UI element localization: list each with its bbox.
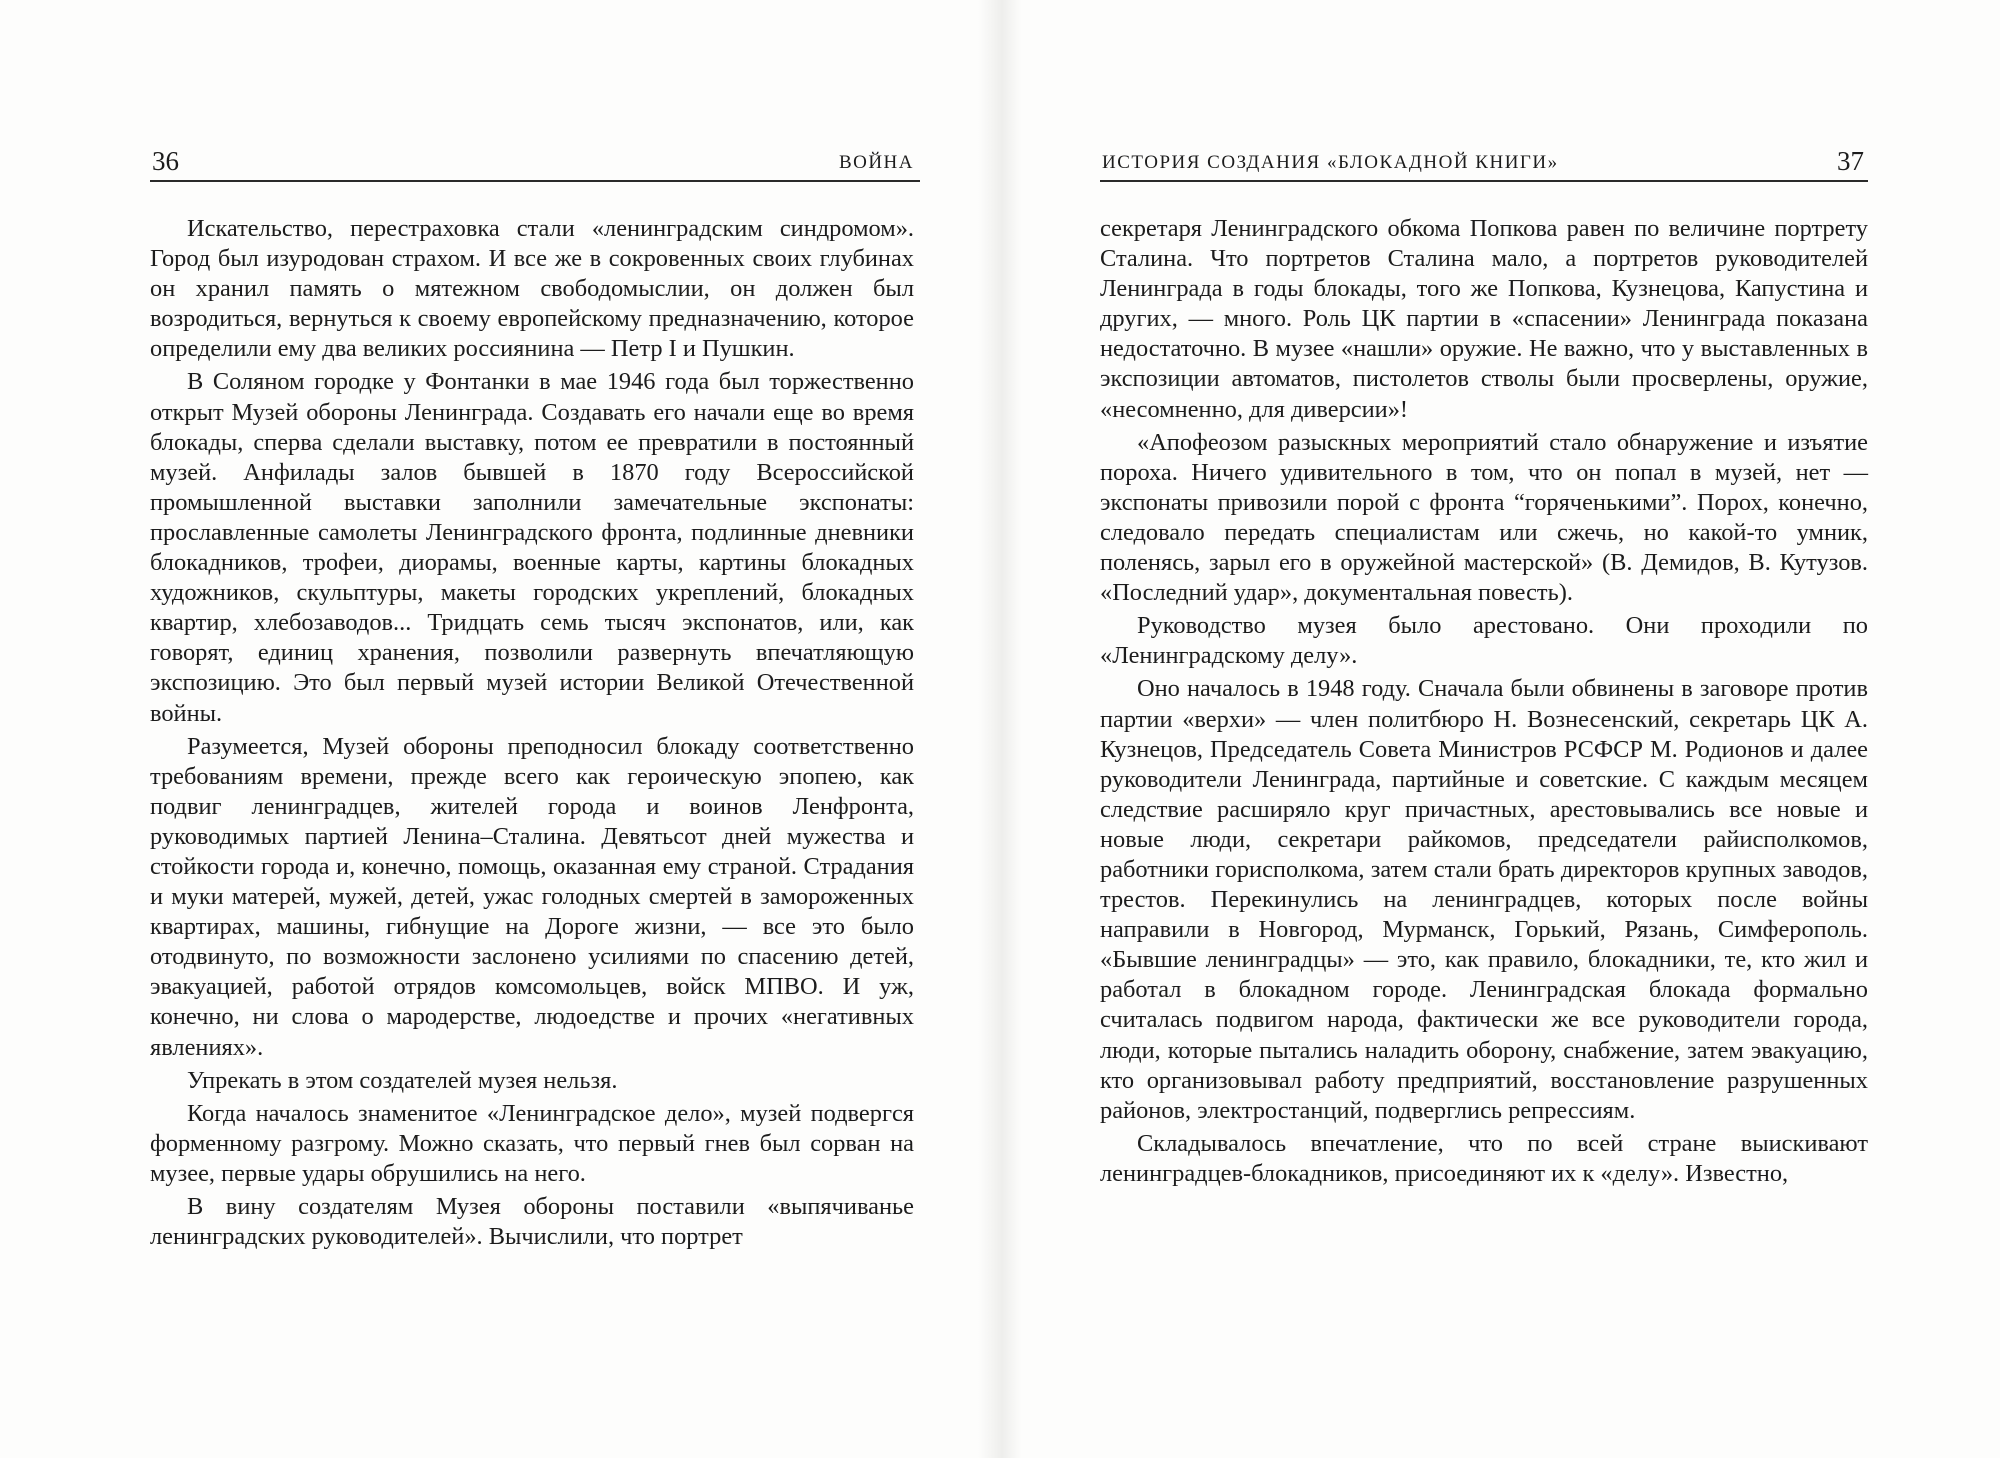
- left-page-header: [150, 140, 920, 182]
- left-page-body: [150, 214, 914, 1255]
- paragraph: Руководство музея было арестовано. Они проходили по «Ленинградскому делу».: [1100, 612, 1868, 670]
- paragraph: «Апофеозом разыскных мероприятий стало обнаружение и изъятие пороха. Ничего удивительного в том, что он попал в музей, нет — экспонаты привозили порой с фронта “горяченькими”. Порох, конечно, следовало передать специалистам или сжечь, но какой-то умник, поленясь, зарыл его в оружейной мастерской» (В. Демидов, В. Кутузов. «Последний удар», документальная повесть).: [1100, 428, 1868, 607]
- right-page-number: 37: [1837, 146, 1864, 176]
- paragraph: Разумеется, Музей обороны преподносил блокаду соответственно требованиям времени, прежде всего как героическую эпопею, как подвиг ленинградцев, жителей города и воинов Ленфронта, руководимых партией Ленина–Сталина. Девятьсот дней мужества и стойкости города и, конечно, помощь, оказанная ему страной. Страдания и муки матерей, мужей, детей, ужас голодных смертей в замороженных квартирах, машины, гибнущие на Дороге жизни, — все это было отодвинуто, по возможности заслонено усилиями по спасению детей, эвакуацией, работой отрядов комсомольцев, войск МПВО. И уж, конечно, ни слова о мародерстве, людоедстве и прочих «негативных явлениях».: [150, 732, 914, 1061]
- paragraph: Искательство, перестраховка стали «ленинградским синдромом». Город был изуродован страхом. И все же в сокровенных своих глубинах он хранил память о мятежном свободомыслии, он должен был возродиться, вернуться к своему европейскому предназначению, которое определили ему два великих россиянина — Петр I и Пушкин.: [150, 215, 914, 363]
- left-page-number: 36: [152, 146, 179, 176]
- paragraph: Упрекать в этом создателей музея нельзя.: [187, 1066, 618, 1094]
- right-page-header: [1100, 140, 1868, 182]
- right-running-title: ИСТОРИЯ СОЗДАНИЯ «БЛОКАДНОЙ КНИГИ»: [1102, 152, 1559, 173]
- left-page: [0, 0, 990, 1458]
- paragraph: В вину создателям Музея обороны поставили «выпячиванье ленинградских руководителей». Вычислили, что портрет: [150, 1193, 914, 1251]
- left-running-title: ВОЙНА: [838, 152, 914, 173]
- continued-paragraph: секретаря Ленинградского обкома Попкова равен по величине портрету Сталина. Что портретов Сталина мало, а портретов руководителей Ленинграда в годы блокады, того же Попкова, Кузнецова, Капустина и других, — много. Роль ЦК партии в «спасении» Ленинграда показана недостаточно. В музее «нашли» оружие. Не важно, что у выставленных в экспозиции автоматов, пистолетов стволы были просверлены, оружие, «несомненно, для диверсии»!: [1100, 215, 1868, 423]
- paragraph: Когда началось знаменитое «Ленинградское дело», музей подвергся форменному разгрому. Можно сказать, что первый гнев был сорван на музее, первые удары обрушились на него.: [150, 1099, 914, 1187]
- paragraph: В Соляном городке у Фонтанки в мае 1946 года был торжественно открыт Музей обороны Ленинграда. Создавать его начали еще во время блокады, сперва сделали выставку, потом ее превратили в постоянный музей. Анфилады залов бывшей в 1870 году Всероссийской промышленной выставки заполнили замечательные экспонаты: прославленные самолеты Ленинградского фронта, подлинные дневники блокадников, трофеи, диорамы, военные карты, картины блокадных художников, скульптуры, макеты городских укреплений, блокадных квартир, хлебозаводов... Тридцать семь тысяч экспонатов, или, как говорят, единиц хранения, позволили развернуть впечатляющую экспозицию. Это был первый музей истории Великой Отечественной войны.: [150, 368, 914, 727]
- paragraph: Оно началось в 1948 году. Сначала были обвинены в заговоре против партии «верхи» — член политбюро Н. Вознесенский, секретарь ЦК А. Кузнецов, Председатель Совета Министров РСФСР М. Родионов и далее руководители Ленинграда, партийные и советские. С каждым месяцем следствие расширяло круг причастных, арестовывались все новые и новые люди, секретари райкомов, председатели райисполкомов, работники горисполкома, затем стали брать директоров крупных заводов, трестов. Перекинулись на ленинградцев, которых после войны направили в Новгород, Мурманск, Горький, Рязань, Симферополь. «Бывшие ленинградцы» — это, как правило, блокадники, те, кто жил и работал в блокадном городе. Ленинградская блокада формально считалась подвигом народа, фактически же все руководители города, люди, которые пытались наладить оборону, снабжение, затем эвакуацию, кто организовывал работу предприятий, восстановление разрушенных районов, электростанций, подверглись репрессиям.: [1100, 675, 1868, 1124]
- right-page: [1010, 0, 2000, 1458]
- right-page-body: [1100, 214, 1868, 1192]
- paragraph: Складывалось впечатление, что по всей стране выискивают ленинградцев-блокадников, присоединяют их к «делу». Известно,: [1100, 1129, 1868, 1187]
